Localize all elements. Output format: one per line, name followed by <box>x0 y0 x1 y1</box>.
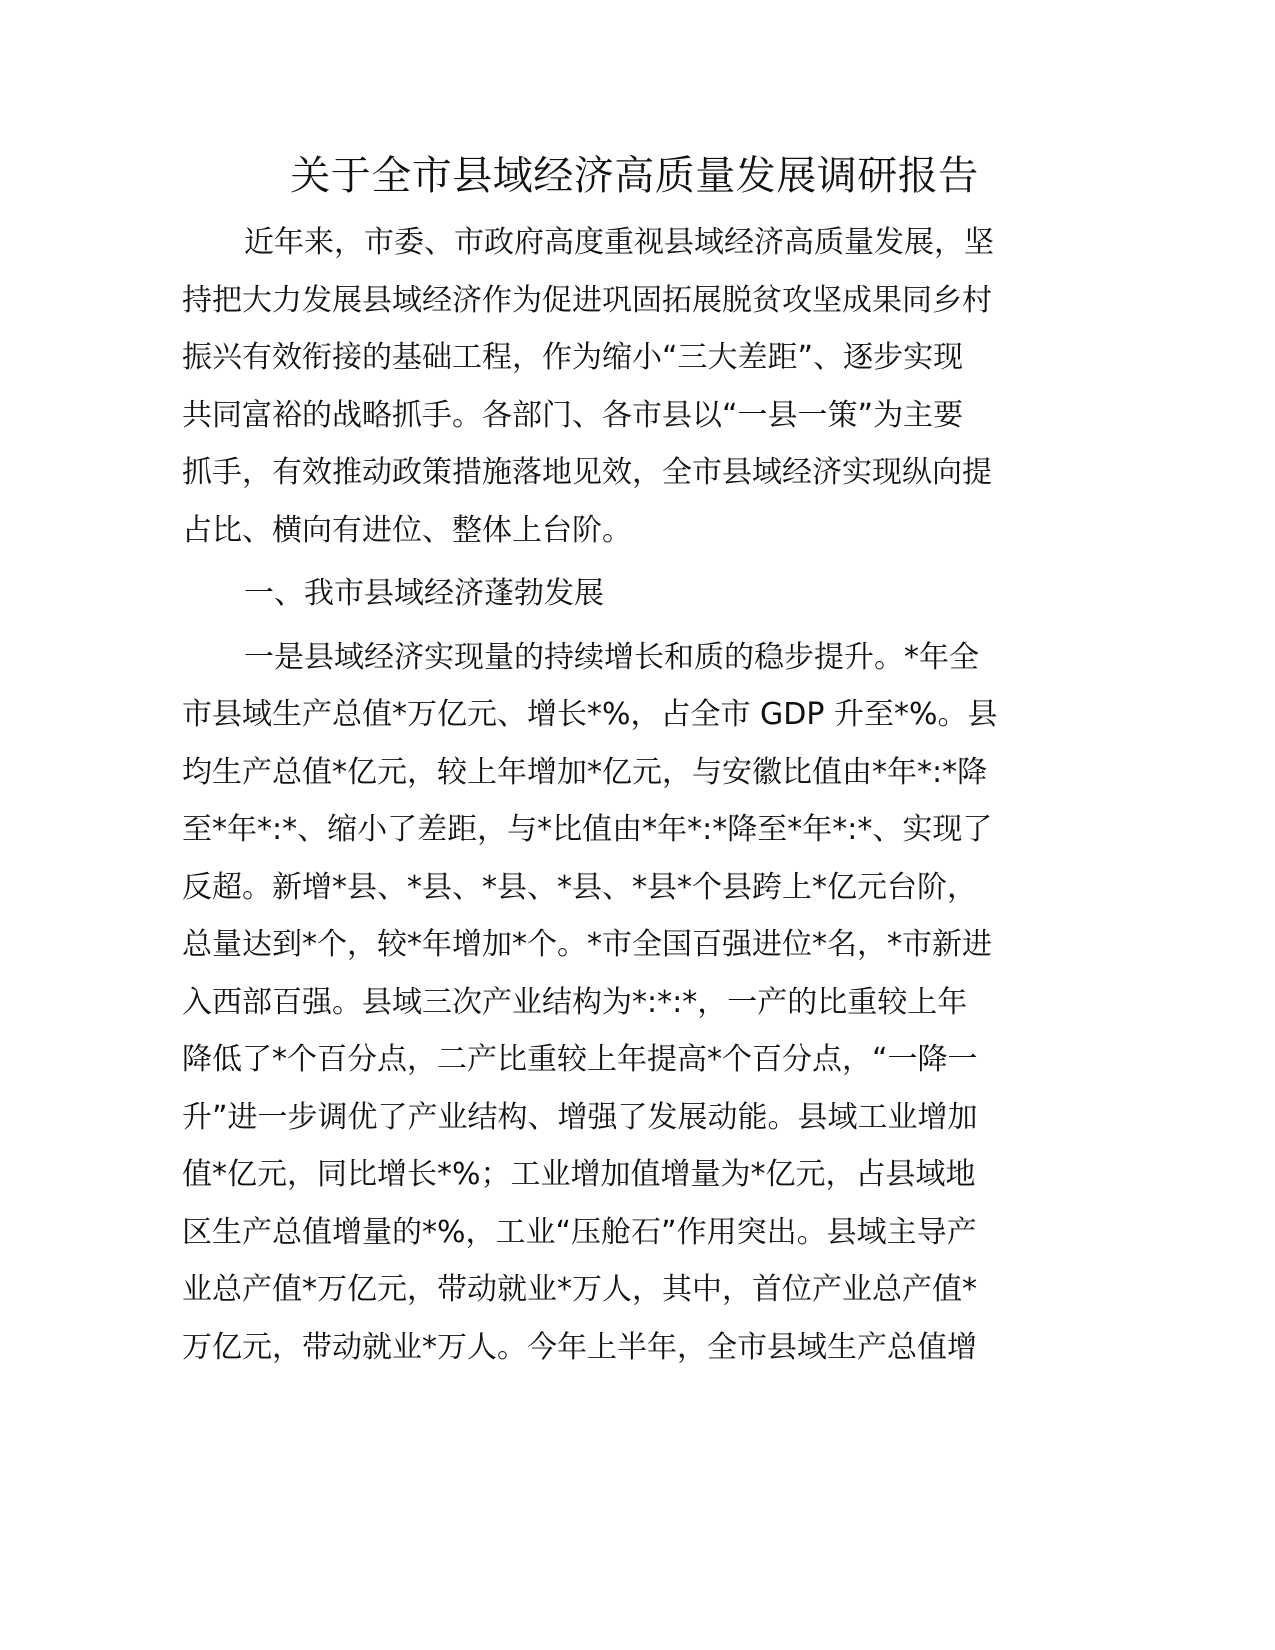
body-paragraph <box>182 629 1087 1377</box>
text-line: 市县域生产总值*万亿元、增长*%，占全市 GDP 升至*%。县 <box>182 697 998 732</box>
text-line: 入西部百强。县域三次产业结构为*:*:*，一产的比重较上年 <box>182 984 968 1020</box>
section-heading <box>182 565 1087 623</box>
section-heading-text: 一、我市县域经济蓬勃发展 <box>244 576 604 611</box>
text-line: 万亿元，带动就业*万人。今年上半年，全市县域生产总值增 <box>182 1329 977 1365</box>
text-line: 反超。新增*县、*县、*县、*县、*县*个县跨上*亿元台阶， <box>182 869 977 905</box>
text-line: 一是县域经济实现量的持续增长和质的稳步提升。*年全 <box>244 639 979 675</box>
text-line: 总量达到*个，较*年增加*个。*市全国百强进位*名，*市新进 <box>182 927 992 962</box>
text-line: 振兴有效衔接的基础工程，作为缩小“三大差距”、逐步实现 <box>182 340 964 375</box>
text-line: 抓手，有效推动政策措施落地见效，全市县域经济实现纵向提 <box>182 455 992 490</box>
text-line: 业总产值*万亿元，带动就业*万人，其中，首位产业总产值* <box>182 1272 977 1307</box>
document-title: 关于全市县域经济高质量发展调研报告 <box>290 153 979 199</box>
text-line: 升”进一步调优了产业结构、增强了发展动能。县域工业增加 <box>182 1099 978 1135</box>
text-line: 共同富裕的战略抓手。各部门、各市县以“一县一策”为主要 <box>182 397 964 433</box>
text-line: 近年来，市委、市政府高度重视县域经济高质量发展，坚 <box>244 225 994 260</box>
document-content <box>182 146 1087 1376</box>
text-line: 占比、横向有进位、整体上台阶。 <box>182 512 632 548</box>
text-line: 降低了*个百分点，二产比重较上年提高*个百分点，“一降一 <box>182 1042 978 1077</box>
text-line: 均生产总值*亿元，较上年增加*亿元，与安徽比值由*年*:*降 <box>182 754 988 790</box>
text-line: 区生产总值增量的*%，工业“压舱石”作用突出。县域主导产 <box>182 1214 977 1250</box>
document-body <box>182 214 1087 1376</box>
intro-paragraph <box>182 214 1087 559</box>
text-line: 值*亿元，同比增长*%；工业增加值增量为*亿元，占县域地 <box>182 1157 976 1192</box>
text-line: 持把大力发展县域经济作为促进巩固拓展脱贫攻坚成果同乡村 <box>182 282 992 318</box>
text-line: 至*年*:*、缩小了差距，与*比值由*年*:*降至*年*:*、实现了 <box>182 812 993 847</box>
